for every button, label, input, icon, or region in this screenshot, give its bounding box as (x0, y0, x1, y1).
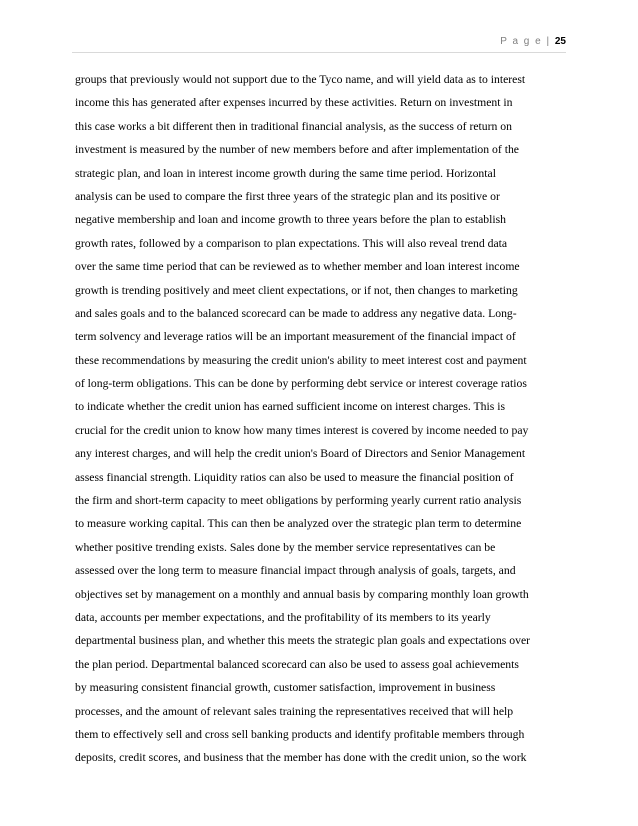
text-line: them to effectively sell and cross sell banking products and identify profitable members through (75, 727, 525, 741)
text-line: assess financial strength. Liquidity ratios can also be used to measure the financial position of (75, 470, 514, 484)
text-line: to measure working capital. This can then be analyzed over the strategic plan term to determine (75, 517, 522, 531)
text-line: any interest charges, and will help the credit union's Board of Directors and Senior Management (75, 447, 526, 461)
page-number: 25 (554, 36, 566, 47)
text-line: whether positive trending exists. Sales done by the member service representatives can be (75, 540, 496, 554)
page-separator: | (546, 36, 551, 47)
text-line: deposits, credit scores, and business that the member has done with the credit union, so the work (75, 751, 527, 765)
text-line: over the same time period that can be reviewed as to whether member and loan interest income (75, 260, 520, 274)
text-line: data, accounts per member expectations, and the profitability of its members to its yearly (75, 610, 491, 624)
text-line: the plan period. Departmental balanced scorecard can also be used to assess goal achievements (75, 657, 519, 671)
text-line: these recommendations by measuring the credit union's ability to meet interest cost and payment (75, 353, 527, 367)
body-text (75, 68, 575, 770)
text-line: assessed over the long term to measure financial impact through analysis of goals, targets, and (75, 564, 516, 578)
text-line: negative membership and loan and income growth to three years before the plan to establish (75, 213, 506, 227)
text-line: departmental business plan, and whether this meets the strategic plan goals and expectations over (75, 634, 531, 648)
text-line: growth is trending positively and meet client expectations, or if not, then changes to marketing (75, 283, 518, 297)
text-line: the firm and short-term capacity to meet obligations by performing yearly current ratio analysis (75, 494, 522, 508)
text-line: this case works a bit different then in traditional financial analysis, as the success of return on (75, 119, 512, 133)
text-line: groups that previously would not support due to the Tyco name, and will yield data as to interest (75, 73, 526, 86)
text-line: strategic plan, and loan in interest income growth during the same time period. Horizontal (75, 166, 496, 180)
text-line: analysis can be used to compare the first three years of the strategic plan and its positive or (75, 189, 500, 203)
text-line: processes, and the amount of relevant sales training the representatives received that will help (75, 704, 514, 718)
text-line: to indicate whether the credit union has earned sufficient income on interest charges. This is (75, 400, 506, 414)
text-line: income this has generated after expenses incurred by these activities. Return on investment in (75, 96, 513, 110)
text-line: objectives set by management on a monthly and annual basis by comparing monthly loan growth (75, 587, 529, 601)
text-line: and sales goals and to the balanced scorecard can be made to address any negative data. Long- (75, 306, 517, 320)
text-line: investment is measured by the number of new members before and after implementation of the (75, 143, 519, 157)
page-label: P a g e (500, 36, 543, 47)
page-header (72, 36, 566, 52)
text-line: of long-term obligations. This can be done by performing debt service or interest coverage ratios (75, 377, 527, 391)
text-line: growth rates, followed by a comparison to plan expectations. This will also reveal trend data (75, 236, 508, 250)
text-line: crucial for the credit union to know how many times interest is covered by income needed to pay (75, 423, 529, 437)
text-line: term solvency and leverage ratios will be an important measurement of the financial impact of (75, 330, 516, 344)
text-line: by measuring consistent financial growth, customer satisfaction, improvement in business (75, 681, 496, 695)
header-rule (72, 52, 566, 53)
